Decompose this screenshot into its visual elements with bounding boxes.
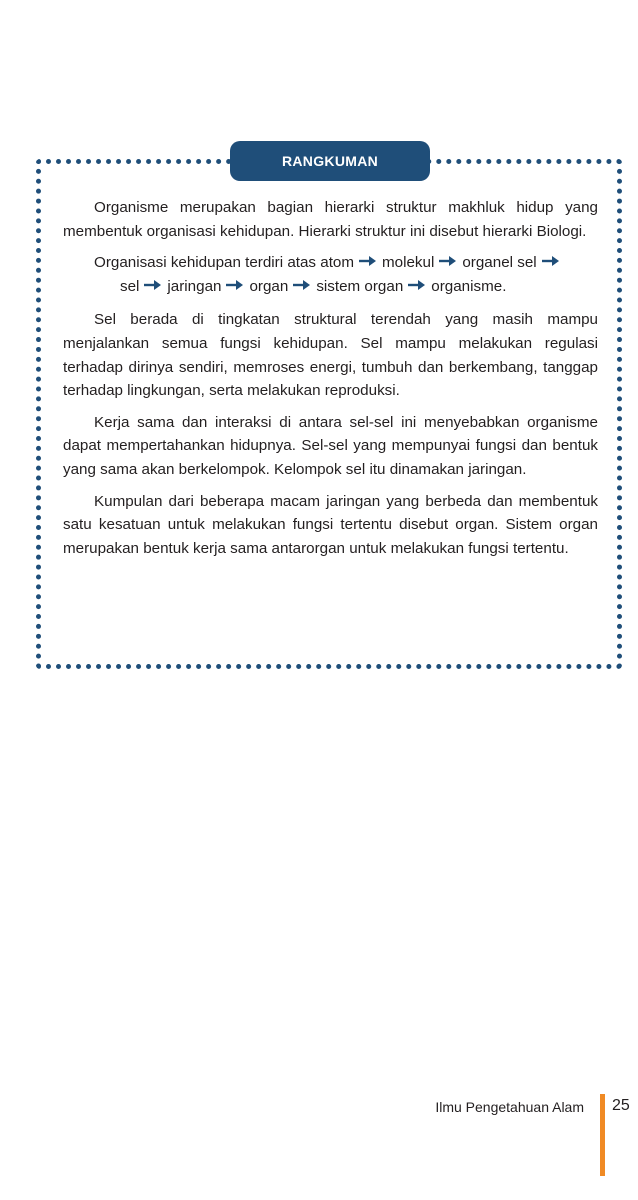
summary-paragraph-4: Kumpulan dari beberapa macam jaringan yang berbeda dan membentuk satu kesatuan untuk melakukan fungsi tertentu disebut organ. Sistem organ merupakan bentuk kerja sama antarorgan untuk melakukan fungsi tertentu.: [63, 492, 598, 557]
flow-step-molekul: molekul: [382, 254, 435, 272]
flow-step-organ: organ: [249, 277, 289, 295]
footer-accent-bar: [600, 1094, 605, 1176]
flow-step-sistem-organ: sistem organ: [316, 277, 404, 295]
right-arrow-icon: [359, 255, 377, 267]
summary-paragraph-1: Organisme merupakan bagian hierarki struktur makhluk hidup yang membentuk organisasi kehidupan. Hierarki struktur ini disebut hierarki Biologi.: [63, 199, 598, 240]
right-arrow-icon: [439, 255, 457, 267]
right-arrow-icon: [144, 279, 162, 291]
flow-step-sel: sel: [120, 277, 140, 295]
flow-step-organel-sel: organel sel: [462, 254, 537, 272]
right-arrow-icon: [542, 255, 560, 267]
flow-line-2: [94, 275, 598, 299]
right-arrow-icon: [293, 279, 311, 291]
flow-step-organisme: organisme.: [431, 277, 507, 295]
right-arrow-icon: [408, 279, 426, 291]
summary-paragraph-3: Kerja sama dan interaksi di antara sel-sel ini menyebabkan organisme dapat mempertahankan hidupnya. Sel-sel yang mempunyai fungsi dan bentuk yang sama akan berkelompok. Kelompok sel itu dinamakan jaringan.: [63, 413, 598, 478]
summary-paragraph-2: Sel berada di tingkatan struktural terendah yang masih mampu menjalankan semua fungsi kehidupan. Sel mampu melakukan regulasi terhadap dirinya sendiri, memroses energi, tumbuh dan berkembang, tanggap terhadap lingkungan, serta melakukan reproduksi.: [63, 311, 598, 400]
summary-heading-tab: [230, 141, 430, 181]
page-number: 25: [612, 1097, 630, 1114]
footer-book-title: Ilmu Pengetahuan Alam: [435, 1099, 584, 1115]
hierarchy-flow: [94, 251, 598, 298]
flow-step-jaringan: jaringan: [167, 277, 222, 295]
summary-content: [63, 196, 598, 568]
right-arrow-icon: [226, 279, 244, 291]
summary-heading: RANGKUMAN: [281, 153, 379, 169]
flow-intro: Organisasi kehidupan terdiri atas atom: [94, 254, 355, 272]
